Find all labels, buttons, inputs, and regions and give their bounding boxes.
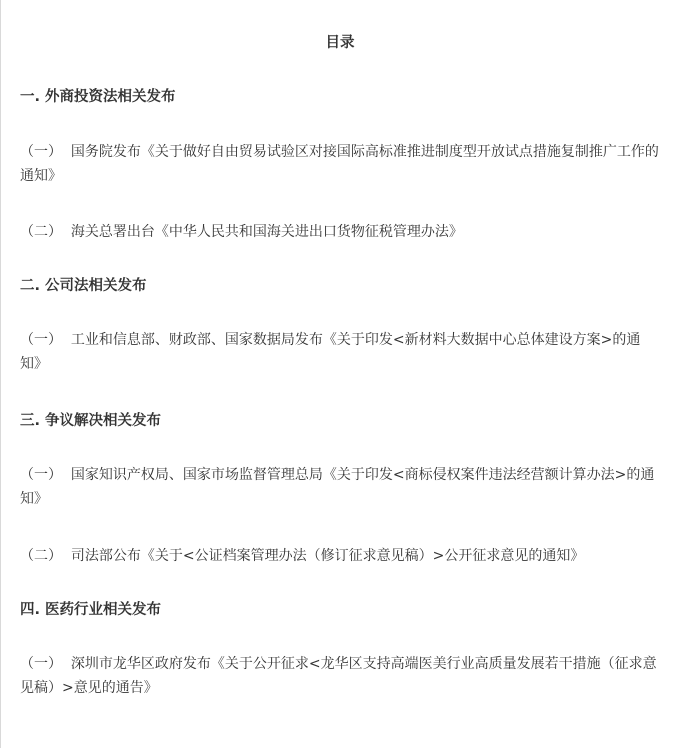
- toc-item-3-2[interactable]: [20, 544, 660, 568]
- section-heading-dispute-resolution[interactable]: 三. 争议解决相关发布: [20, 413, 162, 429]
- section-heading-pharmaceutical[interactable]: 四. 医药行业相关发布: [20, 602, 162, 618]
- item-text: 深圳市龙华区政府发布《关于公开征求<龙华区支持高端医美行业高质量发展若干措施（征求意见稿）>意见的通告》: [20, 656, 657, 696]
- left-border-line: [0, 0, 1, 748]
- item-text: 国家知识产权局、国家市场监督管理总局《关于印发<商标侵权案件违法经营额计算办法>的通知》: [20, 467, 655, 507]
- item-number: （一）: [20, 144, 62, 160]
- item-number: （二）: [20, 224, 62, 240]
- item-text: 国务院发布《关于做好自由贸易试验区对接国际高标准推进制度型开放试点措施复制推广工作的通知》: [20, 144, 659, 184]
- item-number: （一）: [20, 332, 62, 348]
- toc-item-4-1[interactable]: [20, 652, 660, 700]
- item-text: 工业和信息部、财政部、国家数据局发布《关于印发<新材料大数据中心总体建设方案>的通知》: [20, 332, 641, 372]
- section-heading-company-law[interactable]: 二. 公司法相关发布: [20, 278, 147, 294]
- item-number: （一）: [20, 467, 62, 483]
- item-text: 司法部公布《关于<公证档案管理办法（修订征求意见稿）>公开征求意见的通知》: [70, 548, 585, 564]
- page-title: 目录: [325, 35, 355, 51]
- toc-item-1-2[interactable]: [20, 220, 660, 244]
- item-number: （二）: [20, 548, 62, 564]
- toc-item-2-1[interactable]: [20, 328, 660, 376]
- toc-item-1-1[interactable]: [20, 140, 660, 188]
- item-number: （一）: [20, 656, 62, 672]
- section-heading-foreign-investment[interactable]: 一. 外商投资法相关发布: [20, 89, 176, 105]
- item-text: 海关总署出台《中华人民共和国海关进出口货物征税管理办法》: [70, 224, 463, 240]
- toc-item-3-1[interactable]: [20, 463, 660, 511]
